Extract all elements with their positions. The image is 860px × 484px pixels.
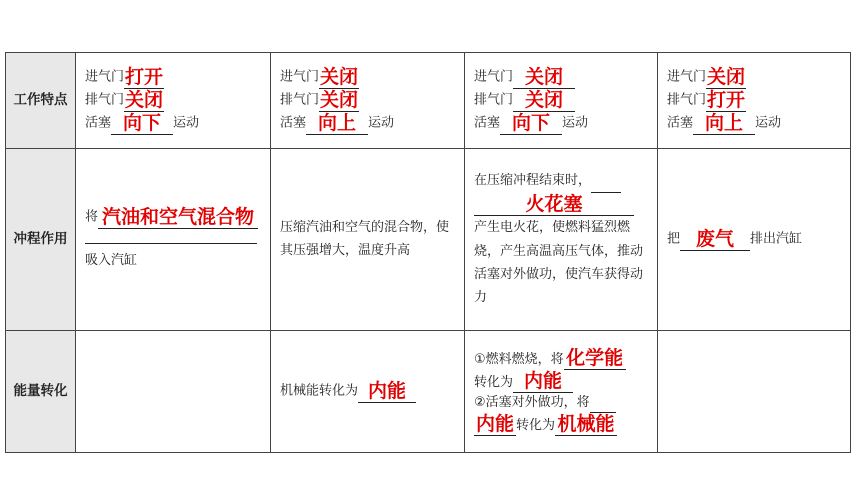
- label-compression-energy: 机械能转化为: [280, 383, 359, 399]
- label-piston: 活塞: [280, 115, 307, 131]
- label-convert-to: 转化为: [516, 417, 556, 433]
- label-motion: 运动: [562, 115, 589, 131]
- intake-features-cell: [76, 53, 271, 149]
- label-motion: 运动: [368, 115, 395, 131]
- answer-piston: 向上: [693, 112, 755, 135]
- intake-effect-cell: [76, 149, 271, 331]
- intake-energy-cell: [76, 331, 271, 453]
- row-working-features: [6, 53, 851, 149]
- label-in-valve: 进气门: [474, 69, 514, 85]
- label-ex-valve: 排气门: [85, 92, 125, 108]
- exhaust-energy-cell: [658, 331, 851, 453]
- answer-spark-plug: 火花塞: [474, 193, 634, 216]
- label-ex-valve: 排气门: [474, 92, 514, 108]
- answer-internal-energy: 内能: [513, 370, 573, 393]
- compression-effect-cell: [271, 149, 465, 331]
- answer-chemical-energy: 化学能: [564, 347, 626, 370]
- four-stroke-table: [5, 52, 851, 453]
- label-in-valve: 进气门: [85, 69, 125, 85]
- answer-piston: 向上: [306, 112, 368, 135]
- answer-piston: 向下: [500, 112, 562, 135]
- label-convert-to: 转化为: [474, 374, 514, 390]
- label-piston: 活塞: [667, 115, 694, 131]
- answer-ex-valve: 打开: [707, 89, 746, 111]
- answer-ex-valve: 关闭: [513, 89, 575, 112]
- power-effect-cell: [465, 149, 658, 331]
- compression-energy-cell: [271, 331, 465, 453]
- answer-ex-valve: 关闭: [320, 89, 359, 111]
- row-header-stroke-effect: 冲程作用: [6, 149, 76, 331]
- label-motion: 运动: [173, 115, 200, 131]
- compression-effect-text: 压缩汽油和空气的混合物，使其压强增大，温度升高: [280, 219, 450, 258]
- answer-intake-substance: 汽油和空气混合物: [98, 206, 258, 229]
- row-stroke-effect: [6, 149, 851, 331]
- label-intake-pre: 将: [85, 209, 99, 225]
- label-in-valve: 进气门: [667, 69, 707, 85]
- blank-line: [591, 178, 621, 193]
- answer-in-valve: 关闭: [320, 66, 359, 88]
- answer-exhaust-gas: 废气: [680, 228, 750, 251]
- answer-compression-energy: 内能: [358, 380, 416, 403]
- power-energy-cell: [465, 331, 658, 453]
- blank-line: [590, 398, 616, 413]
- answer-in-valve: 关闭: [513, 66, 575, 89]
- compression-features-cell: [271, 53, 465, 149]
- label-power-energy-1: ①燃料燃烧，将: [474, 351, 564, 367]
- label-ex-valve: 排气门: [667, 92, 707, 108]
- answer-in-valve: 关闭: [707, 66, 746, 88]
- power-features-cell: [465, 53, 658, 149]
- exhaust-features-cell: [658, 53, 851, 149]
- answer-mechanical-energy: 机械能: [555, 413, 617, 436]
- label-in-valve: 进气门: [280, 69, 320, 85]
- label-piston: 活塞: [474, 115, 501, 131]
- row-header-energy-conversion: 能量转化: [6, 331, 76, 453]
- answer-in-valve: 打开: [125, 66, 164, 88]
- answer-piston: 向下: [111, 112, 173, 135]
- row-energy-conversion: [6, 331, 851, 453]
- answer-ex-valve: 关闭: [125, 89, 164, 111]
- blank-line: [85, 229, 257, 244]
- label-motion: 运动: [755, 115, 782, 131]
- label-power-post: 产生电火花，使燃料猛烈燃烧，产生高温高压气体，推动活塞对外做功，使汽车获得动力: [474, 220, 644, 306]
- label-ex-valve: 排气门: [280, 92, 320, 108]
- label-exhaust-post: 排出汽缸: [750, 231, 803, 247]
- answer-internal-energy-2: 内能: [475, 413, 514, 436]
- row-header-working-features: 工作特点: [6, 53, 76, 149]
- label-exhaust-pre: 把: [667, 231, 681, 247]
- label-piston: 活塞: [85, 115, 112, 131]
- label-intake-post: 吸入汽缸: [85, 253, 138, 269]
- exhaust-effect-cell: [658, 149, 851, 331]
- label-power-energy-2: ②活塞对外做功，将: [474, 394, 590, 410]
- label-power-pre: 在压缩冲程结束时，: [474, 173, 592, 189]
